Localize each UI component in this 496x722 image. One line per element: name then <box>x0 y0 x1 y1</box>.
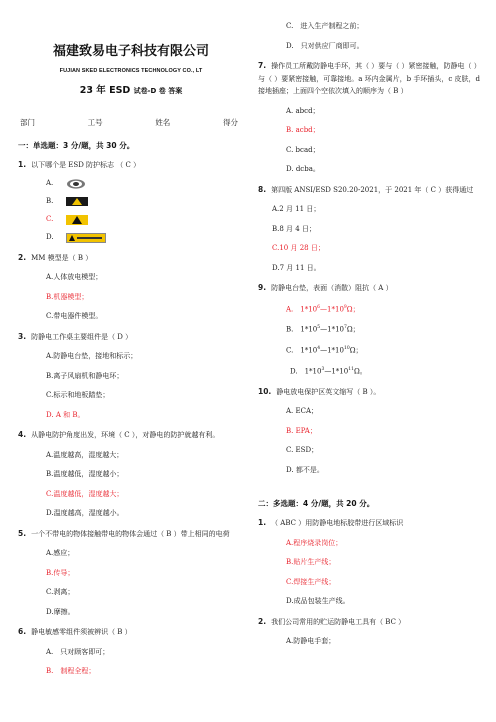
question-7 <box>258 60 486 98</box>
question-number: 2. <box>18 252 27 262</box>
exponent: 5 <box>317 325 321 331</box>
option-9b <box>286 322 486 336</box>
option-m2a: A.防静电手套； <box>286 637 336 646</box>
option-text: —1*10 <box>324 367 349 376</box>
dept-label: 部门 <box>20 118 35 127</box>
question-text: 从静电防护角度出发，环境（ C ），对静电的防护就越有利。 <box>31 431 220 439</box>
option-6b: B. 制程全程； <box>46 667 96 675</box>
option-2c: C.带电器件模型。 <box>46 312 103 320</box>
option-label: D. <box>46 233 54 242</box>
option-10b: B. EPA； <box>286 426 317 435</box>
question-text: （ ABC ）用防静电地标胶带进行区域标识 <box>271 519 404 528</box>
question-number: 6. <box>18 627 27 636</box>
option-1c <box>46 214 244 226</box>
option-5d: D.摩擦。 <box>46 607 75 616</box>
exam-title-sub: 试卷-D 卷 答案 <box>133 87 183 95</box>
question-text: 以下哪个是 ESD 防护标志 （ C ） <box>31 161 141 169</box>
exam-title-main: 23 年 ESD <box>79 85 131 96</box>
option-6a: A. 只对顾客即可； <box>46 647 110 656</box>
question-8 <box>258 184 486 197</box>
exponent: 6 <box>317 304 321 310</box>
option-8c: C.10 月 28 日； <box>272 244 325 252</box>
right-column <box>258 20 486 648</box>
score-label: 得分 <box>222 118 238 127</box>
question-number: 10. <box>258 386 272 396</box>
question-text: 防静电工作桌主要组件是（ D ） <box>31 332 133 341</box>
option-3d: D. A 和 B。 <box>46 410 85 419</box>
option-text: Ω。 <box>353 367 367 376</box>
option-5b: B.传导； <box>46 568 75 577</box>
option-label: C. <box>46 215 54 224</box>
option-text: —1*10 <box>320 346 344 355</box>
option-6c: C. 进入生产制程之前； <box>286 22 364 30</box>
company-name-en: FUJIAN SKED ELECTRONICS TECHNOLOGY CO., LT <box>59 68 203 74</box>
option-10a: A. ECA； <box>286 407 319 416</box>
question-text: 静电放电保护区英文缩写（ B ）。 <box>276 387 381 396</box>
exponent: 4 <box>317 346 321 352</box>
info-row <box>18 117 240 128</box>
option-5c: C.剥离； <box>46 588 75 596</box>
option-6d: D. 只对供应厂商即可。 <box>286 41 364 50</box>
section-multiple-choice: 二：多选题：4 分/题，共 20 分。 <box>258 499 375 509</box>
option-label: B. <box>46 197 54 206</box>
question-number: 2. <box>258 616 267 626</box>
mini-triangle-icon <box>69 235 75 241</box>
option-2a: A.人体放电模型； <box>46 273 103 281</box>
option-9c <box>286 343 486 357</box>
question-text: 防静电台垫，表面（消散）阻抗（ A ） <box>271 284 393 292</box>
exponent: 3 <box>321 366 325 372</box>
question-number: 3. <box>18 331 27 341</box>
question-text: 我们公司常用的贮运防静电工具有（ BC ） <box>271 617 406 626</box>
option-7a: A. abcd； <box>286 106 320 115</box>
warning-triangle-dark-icon <box>66 197 88 206</box>
exponent: 7 <box>343 325 347 331</box>
exponent: 10 <box>343 346 350 352</box>
question-1 <box>18 159 244 172</box>
option-3c: C.标示和地板踏垫； <box>46 391 110 399</box>
option-8b: B.8 月 4 日； <box>272 224 316 233</box>
option-4b: B.温度越低，湿度越小； <box>46 470 124 478</box>
option-m1a: A.程序烧录岗位； <box>286 538 343 547</box>
option-7c: C. bcad； <box>286 145 320 154</box>
option-9a <box>286 302 486 316</box>
left-column <box>18 40 244 678</box>
question-text: MM 模型是（ B ） <box>31 253 93 262</box>
name-label: 姓名 <box>155 118 171 127</box>
question-10 <box>258 386 486 399</box>
question-5 <box>18 528 244 541</box>
option-text: D. 1*10 <box>290 367 322 376</box>
option-1b <box>46 196 244 208</box>
option-text: —1*10 <box>320 325 344 334</box>
question-number: 8. <box>258 184 267 194</box>
option-text: B. 1*10 <box>286 325 318 334</box>
option-2b: B.机器模型； <box>46 292 89 301</box>
question-number: 1. <box>258 518 267 528</box>
multi-question-1 <box>258 517 486 530</box>
question-number: 9. <box>258 283 267 292</box>
option-label: A. <box>46 179 54 188</box>
option-5a: A.感应； <box>46 549 75 557</box>
option-m1c: C.焊接生产线； <box>286 577 336 586</box>
question-4 <box>18 429 244 442</box>
option-text: A. 1*10 <box>286 304 318 313</box>
question-2 <box>18 252 244 265</box>
option-m1d: D.成品包装生产线。 <box>286 597 350 606</box>
exponent: 9 <box>343 304 347 310</box>
option-text: Ω； <box>346 304 360 313</box>
esd-ring-icon <box>66 179 86 189</box>
option-7d: D. dcba。 <box>286 165 320 173</box>
option-text: Ω； <box>349 346 363 355</box>
option-4c: C.温度越低，湿度越大； <box>46 489 124 498</box>
question-3 <box>18 331 244 344</box>
option-1a <box>46 178 244 190</box>
exponent: 11 <box>348 366 354 372</box>
question-number: 5. <box>18 528 27 538</box>
option-3b: B.离子风扇机和静电环； <box>46 371 124 380</box>
multi-question-2 <box>258 616 486 629</box>
esd-label-plate-icon <box>66 233 106 243</box>
section-single-choice: 一：单选题：3 分/题，共 30 分。 <box>18 141 135 150</box>
question-9 <box>258 282 486 295</box>
option-10c: C. ESD； <box>286 446 319 455</box>
question-number: 1. <box>18 160 27 169</box>
option-8d: D.7 月 11 日。 <box>272 263 321 272</box>
exam-title <box>18 82 244 96</box>
option-m1b: B.贴片生产线； <box>286 558 336 567</box>
option-10d: D. 都不是。 <box>286 465 324 474</box>
option-7b: B. acbd； <box>286 126 320 134</box>
option-1d <box>46 232 244 244</box>
option-text: —1*10 <box>320 304 344 313</box>
esd-warning-triangle-icon <box>66 215 88 225</box>
option-4a: A.温度越高，湿度越大； <box>46 450 124 459</box>
option-9d <box>290 364 486 378</box>
question-text: 一个不带电的物体接触带电的物体会通过（ B ）带上相同的电荷 <box>31 529 230 538</box>
label-text-bar <box>77 237 102 239</box>
option-4d: D.温度越高，湿度越小。 <box>46 509 124 517</box>
question-number: 7. <box>258 61 267 70</box>
option-text: Ω； <box>346 325 360 334</box>
option-8a: A.2 月 11 日； <box>272 205 321 213</box>
option-3a: A.防静电台垫，接地和标示； <box>46 352 138 360</box>
question-text: 操作员工所戴防静电手环，其（ ）要与（ ）紧密接触，防静电（ ）与（ ）要紧密接触，可靠接地。a 环内金属片，b 手环插头，c 皮肤，d 接地插座；上面四个空依次填入的顺序为（ B ） <box>258 62 481 95</box>
question-text: 静电敏感零组件须被辨识（ B ） <box>31 628 132 636</box>
id-label: 工号 <box>87 118 103 127</box>
question-text: 第四版 ANSI/ESD S20.20-2021，于 2021 年（ C ）获得通过 <box>271 185 474 194</box>
option-text: C. 1*10 <box>286 346 318 355</box>
company-name-cn: 福建致易电子科技有限公司 <box>52 44 209 59</box>
question-6 <box>18 626 244 639</box>
question-number: 4. <box>18 430 27 439</box>
